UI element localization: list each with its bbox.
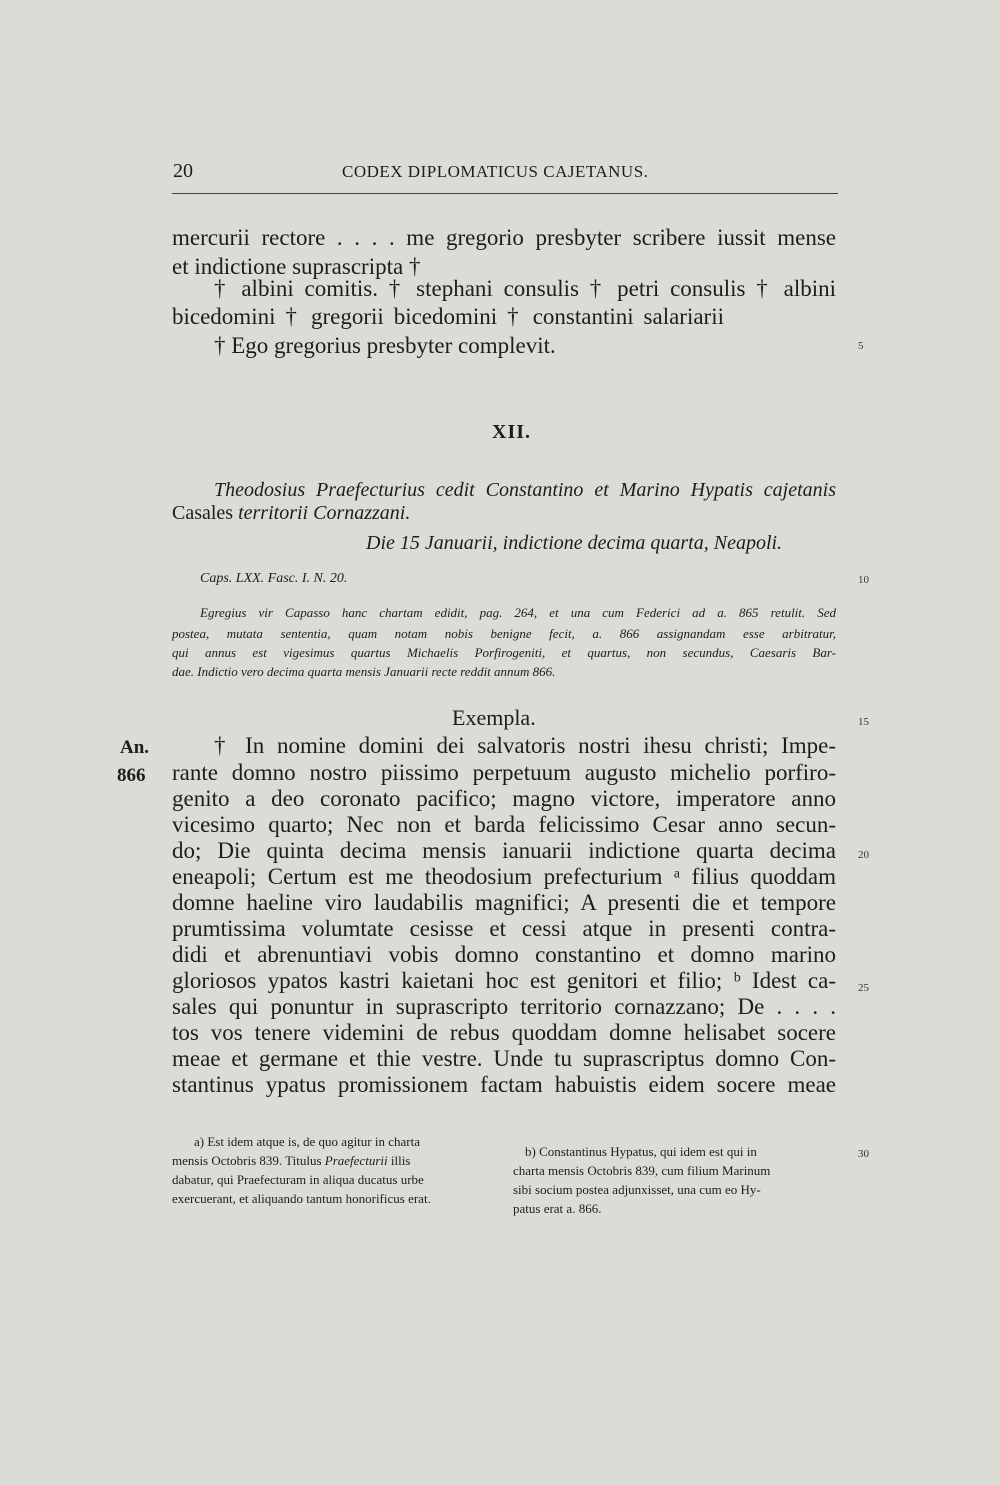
charter-line: do; Die quinta decima mensis ianuarii indictione quarta decima (172, 838, 836, 863)
charter-line: didi et abrenuntiavi vobis domno constantino et domno marino (172, 942, 836, 967)
charter-line: sales qui ponuntur in suprascripto territorio cornazzano; De . . . . (172, 994, 836, 1019)
editorial-note-line: qui annus est vigesimus quartus Michaelis Porfirogeniti, et quartus, non secundus, Caesaris Bar- (172, 645, 836, 660)
margin-year-label: An. (120, 737, 150, 758)
editorial-note-line: dae. Indictio vero decima quarta mensis Januarii recte reddit annum 866. (172, 664, 556, 679)
carryover-line: et indictione suprascripta † (172, 254, 421, 279)
charter-line: † In nomine domini dei salvatoris nostri ihesu christi; Impe- (214, 733, 836, 758)
line-number: 5 (858, 340, 864, 352)
summary-territory: territorii Cornazzani. (238, 502, 411, 524)
line-number: 25 (858, 982, 869, 994)
line-number: 30 (858, 1148, 869, 1160)
line-number: 20 (858, 849, 869, 861)
margin-year-value: 866 (117, 765, 146, 786)
charter-line: gloriosos ypatos kastri kaietani hoc est genitori et filio; ᵇ Idest ca- (172, 968, 836, 993)
line-number: 10 (858, 574, 869, 586)
carryover-line: † albini comitis. † stephani consulis † petri consulis † albini (214, 276, 836, 301)
charter-line: eneapoli; Certum est me theodosium prefecturium ᵃ filius quoddam (172, 864, 836, 889)
footnote-a-emphasis: Praefecturii (324, 1153, 388, 1168)
footnote-b-line: charta mensis Octobris 839, cum filium Marinum (513, 1163, 771, 1178)
footnote-a-line: exercuerant, et aliquando tantum honorificus erat. (172, 1191, 431, 1206)
editorial-note-line: postea, mutata sententia, quam notam nobis benigne fecit, a. 866 assignandam esse arbitratur, (172, 626, 836, 641)
carryover-line: bicedomini † gregorii bicedomini † constantini salariarii (172, 304, 724, 329)
footnote-a-line: a) Est idem atque is, de quo agitur in charta (194, 1134, 420, 1149)
document-summary-continued (172, 500, 836, 526)
running-title: CODEX DIPLOMATICUS CAJETANUS. (342, 162, 649, 181)
charter-line: prumtissima volumtate cesisse et cessi atque in presenti contra- (172, 916, 836, 941)
charter-line: vicesimo quarto; Nec non et barda felicissimo Cesar anno secun- (172, 812, 836, 837)
footnote-a-line: dabatur, qui Praefecturam in aliqua ducatus urbe (172, 1172, 424, 1187)
editorial-note-line: Egregius vir Capasso hanc chartam edidit, pag. 264, et una cum Federici ad a. 865 retulit. Sed (200, 605, 836, 620)
document-number: XII. (492, 421, 532, 443)
section-heading: Exempla. (452, 705, 536, 730)
carryover-line: † Ego gregorius presbyter complevit. (214, 333, 556, 358)
charter-line: stantinus ypatus promissionem factam habuistis eidem socere meae (172, 1072, 836, 1097)
archive-reference: Caps. LXX. Fasc. I. N. 20. (200, 571, 348, 586)
charter-line: meae et germane et thie vestre. Unde tu suprascriptus domno Con- (172, 1046, 836, 1071)
footnote-b-line: sibi socium postea adjunxisset, una cum eo Hy- (513, 1182, 761, 1197)
line-number: 15 (858, 716, 869, 728)
footnote-a (172, 1132, 482, 1208)
carryover-line: mercurii rectore . . . . me gregorio presbyter scribere iussit mense (172, 225, 836, 250)
page-number: 20 (173, 160, 193, 182)
charter-line: domne haeline viro laudabilis magnifici; A presenti die et tempore (172, 890, 836, 915)
document-summary: Theodosius Praefecturius cedit Constantino et Marino Hypatis cajetanis (214, 479, 836, 501)
document-date: Die 15 Januarii, indictione decima quarta, Neapoli. (366, 532, 783, 554)
summary-casales: Casales (172, 502, 239, 524)
footnote-a-line: mensis Octobris 839. Titulus Praefecturii illis (172, 1153, 411, 1168)
footnote-b (513, 1142, 838, 1218)
header-rule (172, 193, 838, 194)
charter-line: genito a deo coronato pacifico; magno victore, imperatore anno (172, 786, 836, 811)
footnote-b-line: patus erat a. 866. (513, 1201, 602, 1216)
charter-line: rante domno nostro piissimo perpetuum augusto michelio porfiro- (172, 760, 836, 785)
footnote-b-line: b) Constantinus Hypatus, qui idem est qui in (525, 1144, 757, 1159)
charter-line: tos vos tenere videmini de rebus quoddam domne helisabet socere (172, 1020, 836, 1045)
